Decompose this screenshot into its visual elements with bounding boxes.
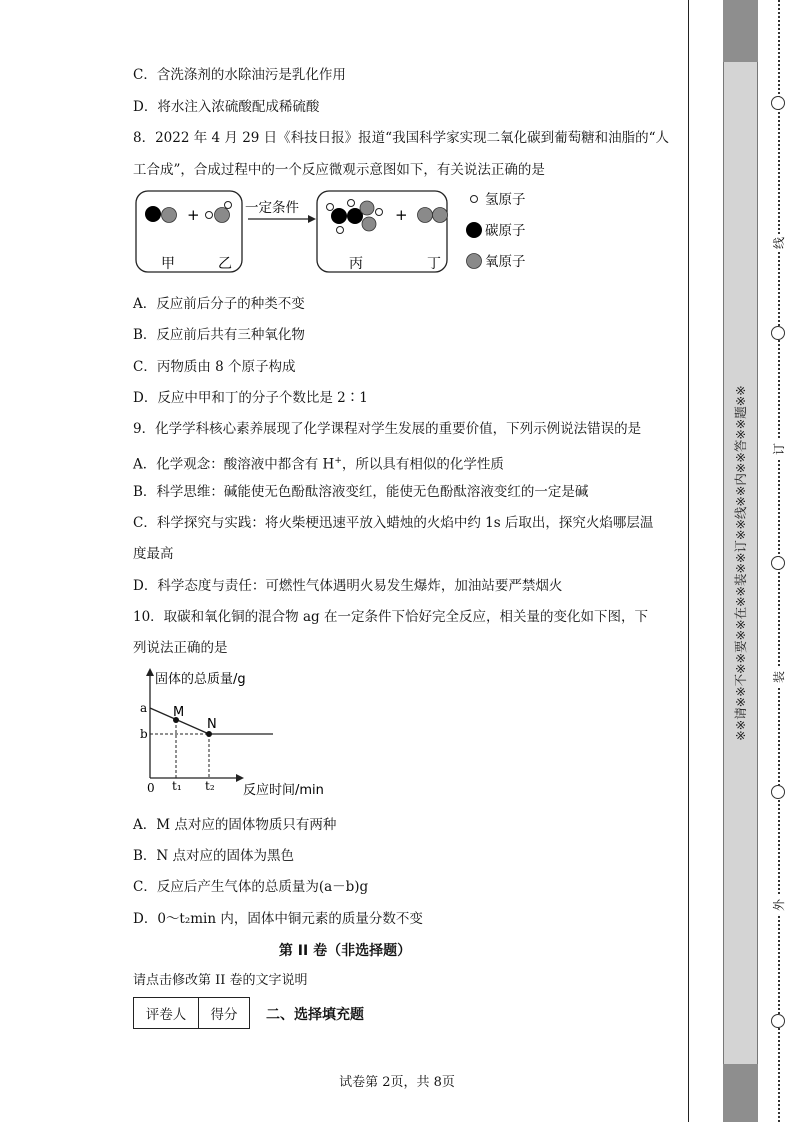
q8-option-c: C．丙物质由 8 个原子构成 <box>133 359 296 375</box>
bing-hydrogen-atom-2 <box>337 227 344 234</box>
yi-oxygen-atom <box>215 208 230 223</box>
strip-bottom-cap <box>723 1064 758 1122</box>
q10-option-a: A．M 点对应的固体物质只有两种 <box>133 817 337 833</box>
yi-hydrogen-atom-1 <box>206 212 213 219</box>
legend-oxygen-icon <box>467 254 482 269</box>
part2-title: 第 II 卷（非选择题） <box>278 943 412 959</box>
margin-border <box>688 0 689 1122</box>
bing-carbon-atom-1 <box>331 208 347 224</box>
label-bing: 丙 <box>349 256 363 272</box>
binding-hole-icon-2 <box>771 326 785 340</box>
q10-option-c: C．反应后产生气体的总质量为(a－b)g <box>133 879 369 895</box>
q9-option-a <box>133 452 504 474</box>
q8-option-a: A．反应前后分子的种类不变 <box>133 296 305 312</box>
y-tick-b: b <box>140 727 148 741</box>
label-yi: 乙 <box>218 256 232 272</box>
y-axis-arrow <box>146 668 154 676</box>
x-tick-t2: t₂ <box>205 779 215 793</box>
mark-xian: 线 <box>772 234 786 252</box>
legend-hydrogen-icon <box>471 196 478 203</box>
product-plus: + <box>395 206 408 224</box>
reactant-plus: + <box>187 206 200 224</box>
ding-oxygen-atom-2 <box>433 208 448 223</box>
jia-carbon-atom <box>145 206 161 222</box>
q8-reaction-diagram <box>133 188 553 278</box>
q9-option-d: D．科学态度与责任：可燃性气体遇明火易发生爆炸，加油站要严禁烟火 <box>133 578 563 594</box>
point-m-label: M <box>173 705 185 720</box>
q7-option-d: D．将水注入浓硫酸配成稀硫酸 <box>133 99 320 115</box>
q7-option-c: C．含洗涤剂的水除油污是乳化作用 <box>133 67 346 83</box>
q9-option-a-tail: ，所以具有相似的化学性质 <box>341 456 504 473</box>
bing-oxygen-atom-2 <box>362 217 376 231</box>
origin-label: 0 <box>147 781 155 795</box>
bing-hydrogen-atom-1 <box>327 204 334 211</box>
section-title: 二、选择填充题 <box>266 1007 364 1023</box>
q9-option-a-sup: + <box>334 456 342 466</box>
q10-stem-line1: 10．取碳和氧化铜的混合物 ag 在一定条件下恰好完全反应，相关量的变化如下图，下 <box>133 609 648 625</box>
q8-stem-line2: 工合成”，合成过程中的一个反应微观示意图如下，有关说法正确的是 <box>133 162 545 178</box>
jia-oxygen-atom <box>162 208 177 223</box>
part2-note[interactable]: 请点击修改第 II 卷的文字说明 <box>133 973 308 988</box>
legend-hydrogen-label: 氢原子 <box>485 192 526 208</box>
bing-oxygen-atom-1 <box>360 201 374 215</box>
binding-hole-icon-3 <box>771 556 785 570</box>
x-tick-t1: t₁ <box>172 779 182 793</box>
mark-wai: 外 <box>772 896 786 914</box>
q9-stem: 9．化学学科核心素养展现了化学课程对学生发展的重要价值，下列示例说法错误的是 <box>133 421 642 437</box>
score-table <box>133 997 250 1029</box>
bing-hydrogen-atom-3 <box>348 200 355 207</box>
x-axis-label: 反应时间/min <box>243 783 324 798</box>
point-n-label: N <box>207 717 217 732</box>
legend-carbon-label: 碳原子 <box>485 223 526 239</box>
q9-option-c-line1: C．科学探究与实践：将火柴梗迅速平放入蜡烛的火焰中约 1s 后取出，探究火焰哪层温 <box>133 515 654 531</box>
q9-option-c-line2: 度最高 <box>133 546 174 562</box>
y-axis-label: 固体的总质量/g <box>155 672 246 687</box>
q8-stem-line1: 8．2022 年 4 月 29 日《科技日报》报道“我国科学家实现二氧化碳到葡萄糖和油脂的“人 <box>133 130 669 146</box>
q10-mass-time-chart <box>133 666 333 801</box>
label-ding: 丁 <box>427 256 441 272</box>
page-footer: 试卷第 2页，共 8页 <box>339 1075 455 1090</box>
legend-carbon-icon <box>466 222 482 238</box>
ding-oxygen-atom-1 <box>418 208 433 223</box>
q9-option-b: B．科学思维：碱能使无色酚酞溶液变红，能使无色酚酞溶液变红的一定是碱 <box>133 484 589 500</box>
yi-hydrogen-atom-2 <box>225 202 232 209</box>
binding-hole-icon-5 <box>771 1014 785 1028</box>
bing-hydrogen-atom-4 <box>376 209 383 216</box>
mark-ding: 订 <box>772 440 786 458</box>
reaction-arrow-head <box>308 215 316 223</box>
label-jia: 甲 <box>161 256 175 272</box>
q9-option-a-text: A．化学观念：酸溶液中都含有 H <box>133 456 335 473</box>
x-axis-arrow <box>236 774 244 782</box>
q10-option-d: D．0～t₂min 内，固体中铜元素的质量分数不变 <box>133 911 423 927</box>
no-answer-warning: ※※请※※不※※要※※在※※装※※订※※线※※内※※答※※题※※ <box>733 385 748 741</box>
score-cell: 得分 <box>199 998 250 1029</box>
q10-stem-line2: 列说法正确的是 <box>133 640 228 656</box>
strip-top-cap <box>723 0 758 62</box>
grader-cell: 评卷人 <box>134 998 199 1029</box>
q8-option-d: D．反应中甲和丁的分子个数比是 2∶1 <box>133 390 368 406</box>
legend-oxygen-label: 氧原子 <box>485 254 526 270</box>
binding-hole-icon-4 <box>771 785 785 799</box>
q10-option-b: B．N 点对应的固体为黑色 <box>133 848 295 864</box>
mark-zhuang: 装 <box>772 668 786 686</box>
y-tick-a: a <box>140 701 148 715</box>
binding-hole-icon-1 <box>771 96 785 110</box>
arrow-condition: 一定条件 <box>245 200 299 216</box>
q8-option-b: B．反应前后共有三种氧化物 <box>133 327 305 343</box>
